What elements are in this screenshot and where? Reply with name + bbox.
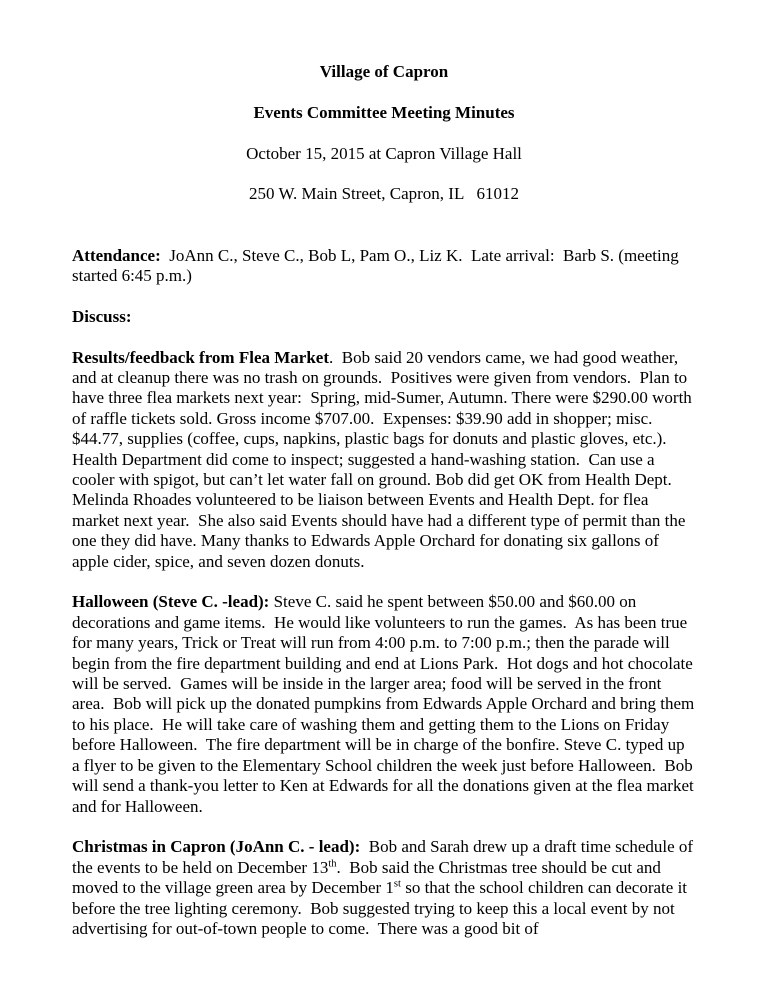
ordinal-superscript-th: th (328, 858, 337, 870)
halloween-heading: Halloween (Steve C. -lead): (72, 592, 270, 612)
attendance-label: Attendance: (72, 245, 161, 265)
christmas-heading: Christmas in Capron (JoAnn C. - lead): (72, 837, 361, 857)
ordinal-superscript-st: st (393, 878, 401, 890)
document-header (72, 62, 696, 205)
discuss-heading: Discuss: (72, 306, 132, 326)
flea-market-heading: Results/feedback from Flea Market (72, 347, 329, 367)
section-christmas (72, 837, 696, 939)
meeting-date-line: October 15, 2015 at Capron Village Hall (246, 143, 522, 163)
halloween-text: Steve C. said he spent between $50.00 and $60.00 on decorations and game items. He would like volunteers to run the games. As has been true for many years, Trick or Treat will run from 4:00 p.m. to 7:00 p.m.; then the parade will begin from the fire department building and end at Lions Park. Hot dogs and hot chocolate will be served. Games will be inside in the larger area; food will be served in the front area. Bob will pick up the donated pumpkins from Edwards Apple Orchard and bring them to his place. He will take care of washing them and getting them to the Lions on Friday before Halloween. The fire department will be in charge of the bonfire. Steve C. typed up a flyer to be given to the Elementary School children the week just before Halloween. Bob will send a thank-you letter to Ken at Edwards for all the donations given at the flea market and for Halloween. (72, 592, 699, 816)
christmas-text-1: Bob and Sarah drew up a draft time schedule of the events to be held on December 13 (72, 837, 698, 877)
document-title: Village of Capron (319, 62, 449, 81)
section-flea-market (72, 348, 696, 572)
attendance-text: JoAnn C., Steve C., Bob L, Pam O., Liz K. Late arrival: Barb S. (meeting started 6:45 p.m.) (72, 245, 683, 285)
attendance-paragraph (72, 246, 696, 287)
section-halloween (72, 592, 699, 816)
christmas-text-2: . Bob said the Christmas tree should be cut and moved to the village green area by December 1 (72, 857, 666, 898)
document-subtitle: Events Committee Meeting Minutes (253, 102, 515, 122)
christmas-text-3: so that the school children can decorate it before the tree lighting ceremony. Bob suggested trying to keep this a local event by not advertising for out-of-town people to come. There was a good bit of (72, 878, 692, 938)
address-line: 250 W. Main Street, Capron, IL 61012 (249, 184, 519, 204)
flea-market-text: . Bob said 20 vendors came, we had good weather, and at cleanup there was no trash on grounds. Positives were given from vendors. Plan to have three flea markets next year: Spring, mid-Sumer, Autumn. There were $290.00 worth of raffle tickets sold. Gross income $707.00. Expenses: $39.90 add in shopper; misc. $44.77, supplies (coffee, cups, napkins, plastic bags for donuts and plastic gloves, etc.). Health Department did come to inspect; suggested a hand-washing station. Can use a cooler with spigot, but can’t let water fall on ground. Bob did get OK from Health Dept. Melinda Rhoades volunteered to be liaison between Events and Health Dept. for flea market next year. She also said Events should have had a different type of permit than the one they did have. Many thanks to Edwards Apple Orchard for donating six gallons of apple cider, spice, and seven dozen donuts. (72, 347, 697, 571)
